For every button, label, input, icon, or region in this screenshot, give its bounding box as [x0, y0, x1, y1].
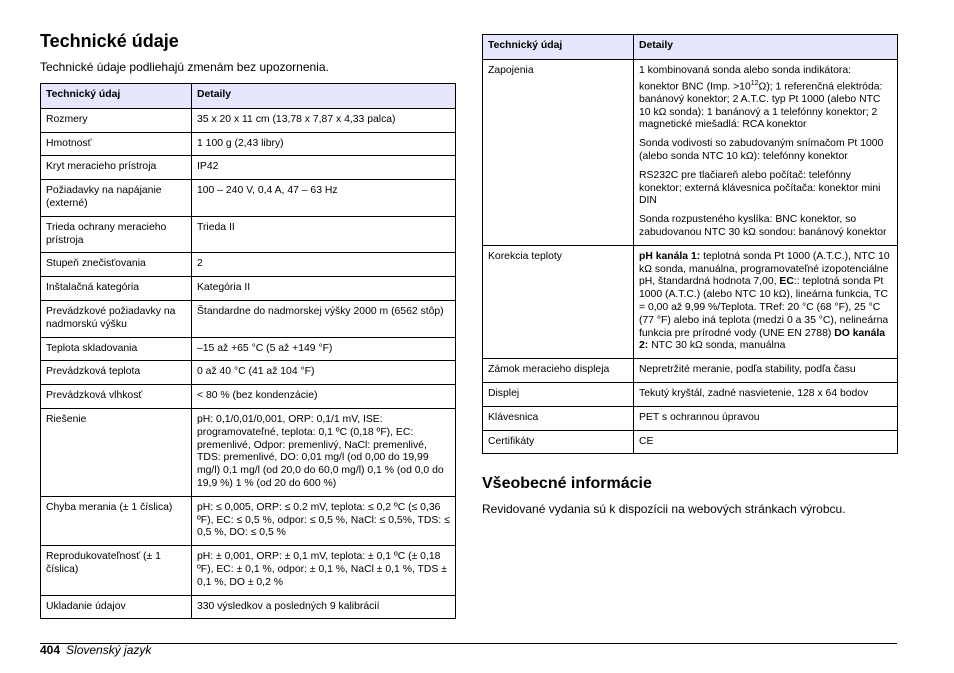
table-row [41, 385, 456, 409]
spec-value: Nepretržité meranie, podľa stability, podľa času [634, 359, 898, 383]
spec-name: Teplota skladovania [41, 337, 192, 361]
page-number: 404 [40, 643, 61, 657]
spec-name: Inštalačná kategória [41, 277, 192, 301]
left-column [40, 30, 455, 619]
spec-name: Ukladanie údajov [41, 595, 192, 619]
spec-value: 0 až 40 °C (41 až 104 °F) [192, 361, 456, 385]
table-row [41, 180, 456, 217]
connections-rs232c: RS232C pre tlačiareň alebo počítač: telefónny konektor; externá klávesnica počítača: konektor mini DIN [639, 169, 881, 207]
table-row [41, 408, 456, 496]
spec-name: Displej [483, 383, 634, 407]
spec-value: PET s ochrannou úpravou [634, 406, 898, 430]
table-row [483, 359, 898, 383]
table-row [483, 59, 898, 245]
spec-name: Trieda ochrany meracieho prístroja [41, 216, 192, 253]
spec-name: Reprodukovateľnosť (± 1 číslica) [41, 546, 192, 595]
section-title-general-info: Všeobecné informácie [482, 475, 652, 493]
table-row [41, 216, 456, 253]
table-row [41, 108, 456, 132]
table-header-row [41, 84, 456, 109]
technical-data-intro: Technické údaje podliehajú zmenám bez upozornenia. [40, 60, 329, 74]
page-footer [40, 643, 151, 657]
spec-value: Tekutý kryštál, zadné nasvietenie, 128 x 64 bodov [634, 383, 898, 407]
spec-name: Požiadavky na napájanie (externé) [41, 180, 192, 217]
spec-name: Prevádzkové požiadavky na nadmorskú výšku [41, 300, 192, 337]
table-row [483, 406, 898, 430]
spec-value: Trieda II [192, 216, 456, 253]
table-row [483, 383, 898, 407]
spec-name: Riešenie [41, 408, 192, 496]
spec-value [634, 59, 898, 245]
spec-value: –15 až +65 °C (5 až +149 °F) [192, 337, 456, 361]
spec-name: Zámok meracieho displeja [483, 359, 634, 383]
spec-value: IP42 [192, 156, 456, 180]
header-spec: Technický údaj [41, 84, 192, 109]
table-row [41, 253, 456, 277]
footer-divider [40, 643, 897, 644]
table-row [41, 546, 456, 595]
spec-value: pH kanála 1: teplotná sonda Pt 1000 (A.T.C.), NTC 10 kΩ sonda, manuálna, programovateľné izopotenciálne pH, štandardná hodnota 7,00, EC:: teplotná sonda Pt 1000 (A.T.C.) (alebo NTC 10 kΩ), lineárna funkcia, TC = 0,00 až 9,99 %/Teplota. TRef: 20 °C (68 °F), 25 °C (77 °F) alebo iná teplota (medzi 0 a 35 °C), nelineárna funkcia pre prírodné vody (UNE EN 2788) DO kanála 2: NTC 30 kΩ sonda, manuálna [634, 245, 898, 358]
spec-name: Certifikáty [483, 430, 634, 454]
spec-value: 330 výsledkov a posledných 9 kalibrácií [192, 595, 456, 619]
footer-language: Slovenský jazyk [66, 643, 152, 657]
table-row [41, 156, 456, 180]
spec-name: Chyba merania (± 1 číslica) [41, 496, 192, 545]
spec-name: Klávesnica [483, 406, 634, 430]
table-row [41, 595, 456, 619]
spec-value: Kategória II [192, 277, 456, 301]
spec-value: < 80 % (bez kondenzácie) [192, 385, 456, 409]
spec-name: Kryt meracieho prístroja [41, 156, 192, 180]
spec-value: CE [634, 430, 898, 454]
spec-value: 2 [192, 253, 456, 277]
table-row [41, 361, 456, 385]
spec-value: pH: ≤ 0,005, ORP: ≤ 0.2 mV, teplota: ≤ 0,2 ºC (≤ 0,36 ºF), EC: ≤ 0,5 %, odpor: ≤ 0,5 %, NaCl: ≤ 0,5%, TDS: ≤ 0,5 %, DO: ≤ 0,5 % [192, 496, 456, 545]
header-details: Detaily [192, 84, 456, 109]
spec-value: pH: ± 0,001, ORP: ± 0,1 mV, teplota: ± 0,1 ºC (± 0,18 ºF), EC: ± 0,1 %, odpor: ± 0,1 %, NaCl ± 0,1 %, TDS ± 0,1 %, DO ± 0,2 % [192, 546, 456, 595]
table-row [41, 337, 456, 361]
spec-value: Štandardne do nadmorskej výšky 2000 m (6562 stôp) [192, 300, 456, 337]
table-row [41, 300, 456, 337]
spec-name: Hmotnosť [41, 132, 192, 156]
header-spec: Technický údaj [483, 35, 634, 60]
table-row [483, 430, 898, 454]
spec-name: Korekcia teploty [483, 245, 634, 358]
spec-name: Stupeň znečisťovania [41, 253, 192, 277]
spec-name: Zapojenia [483, 59, 634, 245]
section-title-technical-data: Technické údaje [40, 31, 179, 51]
table-row [41, 132, 456, 156]
spec-value: 35 x 20 x 11 cm (13,78 x 7,87 x 4,33 palca) [192, 108, 456, 132]
spec-table-left [40, 83, 456, 619]
spec-name: Rozmery [41, 108, 192, 132]
connections-probe: 1 kombinovaná sonda alebo sonda indikátora: konektor BNC (Imp. $>10^{12}\Omega$); 1 referenčná elektróda: banánový konektor; 2 A.T.C. typ Pt 1000 (alebo NTC 10 kΩ sonda): 1 banánový a 1 telefónny konektor; 2 magnetické miešadlá: RCA konektor [639, 64, 883, 131]
table-row [41, 496, 456, 545]
spec-value: 1 100 g (2,43 libry) [192, 132, 456, 156]
connections-conductivity: Sonda vodivosti so zabudovaným snímačom Pt 1000 (alebo sonda NTC 10 kΩ): telefónny konektor [639, 138, 884, 163]
general-info-text: Revidované vydania sú k dispozícii na webových stránkach výrobcu. [482, 502, 846, 517]
spec-name: Prevádzková teplota [41, 361, 192, 385]
right-column [482, 34, 897, 517]
table-row [41, 277, 456, 301]
spec-table-right [482, 34, 898, 454]
header-details: Detaily [634, 35, 898, 60]
spec-name: Prevádzková vlhkosť [41, 385, 192, 409]
table-row [483, 245, 898, 358]
table-header-row [483, 35, 898, 60]
spec-value: pH: 0,1/0,01/0,001, ORP: 0,1/1 mV, ISE: programovateľné, teplota: 0,1 ºC (0,18 ºF), EC: premenlivé, Odpor: premenlivý, NaCl: premenlivé, TDS: premenlivé, DO: 0,01 mg/l (od 0,00 do 19,99 mg/l) 0,1 mg/l (od 20,0 do 60,0 mg/l) 0,1 % (od 0,0 do 19,9 %) 1 % (od 20 do 600 %) [192, 408, 456, 496]
connections-oxygen: Sonda rozpusteného kyslíka: BNC konektor, so zabudovanou NTC 30 kΩ sondou: banánový konektor [639, 214, 887, 239]
spec-value: 100 – 240 V, 0,4 A, 47 – 63 Hz [192, 180, 456, 217]
